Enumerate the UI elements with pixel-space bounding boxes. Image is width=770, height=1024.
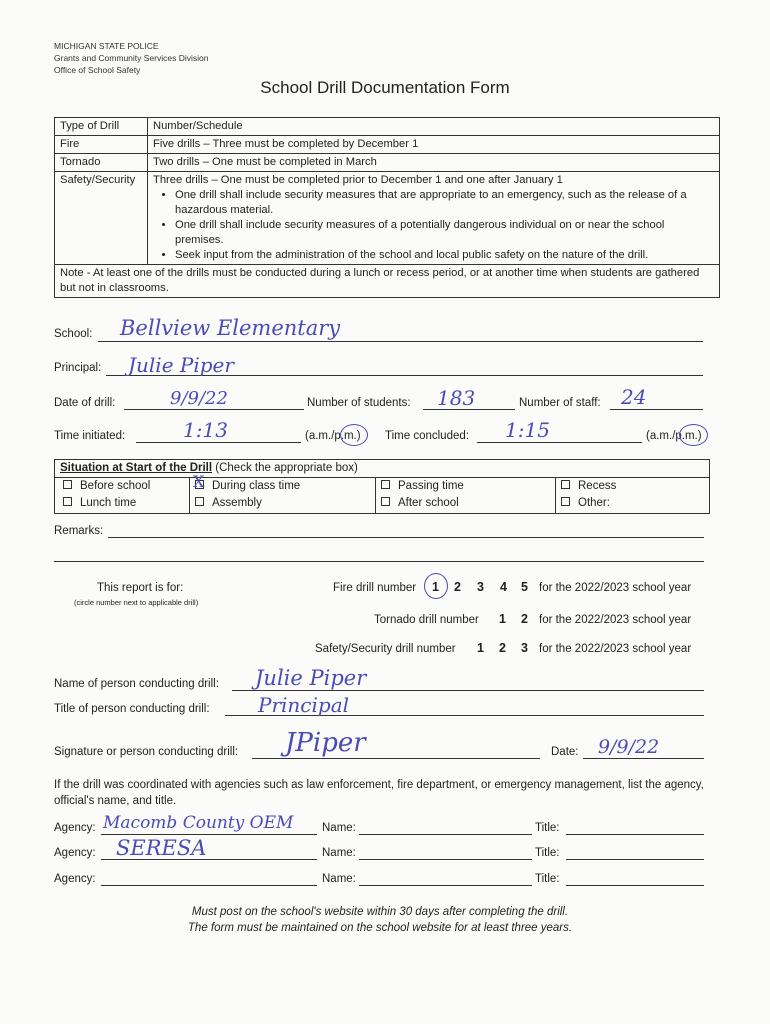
conductor-title-field[interactable]: Principal [258, 693, 350, 717]
option-label: Recess [578, 480, 617, 492]
checkbox[interactable] [561, 480, 570, 489]
safety-drill-label: Safety/Security drill number [315, 643, 456, 655]
agency-name-line[interactable] [359, 834, 532, 835]
situation-heading-wrap [60, 462, 358, 474]
header-line3: Office of School Safety [54, 65, 141, 75]
sig-date-line [583, 758, 704, 759]
header-line2: Grants and Community Services Division [54, 53, 209, 63]
table-note: Note - At least one of the drills must be conducted during a lunch or recess period, or at another time when students are gathered but not in classrooms. [55, 265, 720, 298]
students-field[interactable]: 183 [437, 386, 476, 410]
signature-label: Signature or person conducting drill: [54, 746, 239, 758]
col-schedule-header: Number/Schedule [148, 118, 720, 136]
bullet-item: • One drill shall include security measures of a potentially dangerous individual on or near the school premises. [175, 218, 714, 248]
agency-name-label: Name: [322, 847, 356, 859]
staff-label: Number of staff: [519, 397, 601, 409]
conductor-name-label: Name of person conducting drill: [54, 678, 219, 690]
option-during-class[interactable] [193, 472, 301, 492]
fire-number-3[interactable]: 3 [477, 580, 484, 594]
option-label: Other: [578, 497, 610, 509]
checkbox[interactable] [381, 480, 390, 489]
situation-heading: Situation at Start of the Drill [60, 462, 213, 474]
fire-year-text: for the 2022/2023 school year [539, 582, 692, 594]
safety-year-text: for the 2022/2023 school year [539, 643, 692, 655]
checkbox[interactable] [381, 497, 390, 506]
remarks-label: Remarks: [54, 525, 104, 537]
sig-date-label: Date: [551, 746, 579, 758]
principal-label: Principal: [54, 362, 102, 374]
signature-line [252, 758, 540, 759]
agency-line[interactable] [101, 885, 317, 886]
conductor-name-line [232, 690, 704, 691]
date-field[interactable]: 9/9/22 [170, 388, 228, 409]
time-initiated-line [136, 442, 301, 443]
fire-number-2[interactable]: 2 [454, 580, 461, 594]
remarks-line-2[interactable] [54, 561, 704, 562]
agency-title-line[interactable] [566, 885, 704, 886]
agency-title-line[interactable] [566, 834, 704, 835]
checkbox[interactable] [63, 480, 72, 489]
row-schedule: Two drills – One must be completed in March [148, 154, 720, 172]
option-lunch-time[interactable] [63, 497, 136, 509]
agency-name-label: Name: [322, 822, 356, 834]
footer-line2: The form must be maintained on the school website for at least three years. [187, 922, 573, 934]
tornado-year-text: for the 2022/2023 school year [539, 614, 692, 626]
agency-title-label: Title: [535, 847, 560, 859]
option-before-school[interactable] [63, 480, 150, 492]
divider [55, 477, 709, 478]
time-concluded-line [477, 442, 642, 443]
agency-title-label: Title: [535, 822, 560, 834]
check-mark: X [193, 472, 205, 492]
row-type: Safety/Security [55, 172, 148, 265]
school-line [98, 341, 703, 342]
time-initiated-field[interactable]: 1:13 [183, 418, 228, 442]
row-type: Fire [55, 136, 148, 154]
fire-drill-label: Fire drill number [333, 582, 417, 594]
date-label: Date of drill: [54, 397, 116, 409]
table-row [55, 136, 720, 154]
option-label: Before school [80, 480, 151, 492]
safety-bullets [153, 188, 714, 263]
agency-field-1[interactable]: Macomb County OEM [103, 813, 294, 833]
row-type: Tornado [55, 154, 148, 172]
option-after-school[interactable] [381, 497, 459, 509]
option-label: Passing time [398, 480, 464, 492]
row-schedule: Five drills – Three must be completed by December 1 [148, 136, 720, 154]
checkbox[interactable] [63, 497, 72, 506]
safety-number-3[interactable]: 3 [521, 641, 528, 655]
time-concluded-field[interactable]: 1:15 [505, 418, 550, 442]
principal-field[interactable]: Julie Piper [128, 353, 234, 377]
option-label: Lunch time [80, 497, 137, 509]
ampm-label-1: (a.m./p.m.) [305, 430, 361, 442]
agency-label: Agency: [54, 822, 96, 834]
students-label: Number of students: [307, 397, 411, 409]
option-assembly[interactable] [195, 497, 262, 509]
divider [189, 477, 190, 513]
situation-box [54, 459, 710, 514]
agency-title-label: Title: [535, 873, 560, 885]
safety-schedule: Three drills – One must be completed prior to December 1 and one after January 1 [153, 174, 563, 186]
col-type-header: Type of Drill [55, 118, 148, 136]
row-schedule [148, 172, 720, 265]
checkbox[interactable] [561, 497, 570, 506]
staff-line [610, 409, 703, 410]
agency-field-2[interactable]: SERESA [116, 836, 207, 860]
tornado-number-2[interactable]: 2 [521, 612, 528, 626]
fire-number-circle [424, 573, 448, 599]
agency-name-line[interactable] [359, 859, 532, 860]
report-label: This report is for: [97, 582, 184, 594]
safety-number-2[interactable]: 2 [499, 641, 506, 655]
tornado-drill-label: Tornado drill number [374, 614, 479, 626]
checkbox-checked[interactable] [193, 472, 205, 492]
divider [375, 477, 376, 513]
table-note-row [55, 265, 720, 298]
school-field[interactable]: Bellview Elementary [120, 316, 341, 340]
fire-number-5[interactable]: 5 [521, 580, 528, 594]
option-label: Assembly [212, 497, 262, 509]
agency-label: Agency: [54, 847, 96, 859]
checkbox[interactable] [195, 497, 204, 506]
option-passing-time[interactable] [381, 480, 464, 492]
signature-field[interactable]: JPiper [285, 728, 366, 758]
header-line1: MICHIGAN STATE POLICE [54, 41, 159, 51]
agency-intro: If the drill was coordinated with agencies such as law enforcement, fire department, or emergency management, list the agency, official's name, and title. [54, 779, 704, 807]
safety-number-1[interactable]: 1 [477, 641, 484, 655]
conductor-title-label: Title of person conducting drill: [54, 703, 210, 715]
agency-title-line[interactable] [566, 859, 704, 860]
table-row [55, 172, 720, 265]
school-label: School: [54, 328, 93, 340]
situation-hint: (Check the appropriate box) [215, 462, 358, 474]
table-header-row [55, 118, 720, 136]
agency-name-label: Name: [322, 873, 356, 885]
drill-schedule-table [54, 117, 720, 298]
fire-number-1[interactable]: 1 [432, 580, 439, 594]
sig-date-field[interactable]: 9/9/22 [598, 736, 660, 758]
bullet-item: • Seek input from the administration of the school and local public safety on the nature of the drill. [175, 248, 714, 263]
agency-name-line[interactable] [359, 885, 532, 886]
bullet-item: • One drill shall include security measures that are appropriate to an emergency, such as the release of a hazardous material. [175, 188, 714, 218]
option-label: After school [398, 497, 459, 509]
option-other[interactable] [561, 497, 610, 509]
report-hint: (circle number next to applicable drill) [74, 598, 199, 607]
footer-line1: Must post on the school's website within 30 days after completing the drill. [191, 906, 569, 918]
time-concluded-label: Time concluded: [385, 430, 469, 442]
pm-circle-mark [340, 424, 368, 446]
divider [555, 477, 556, 513]
agency-label: Agency: [54, 873, 96, 885]
ampm-label-2: (a.m./p.m.) [646, 430, 702, 442]
agency-header [54, 40, 208, 76]
remarks-line-1[interactable] [108, 537, 704, 538]
table-row [55, 154, 720, 172]
footer-notice [0, 904, 760, 936]
date-line [124, 409, 304, 410]
form-title: School Drill Documentation Form [260, 78, 510, 97]
tornado-number-1[interactable]: 1 [499, 612, 506, 626]
fire-number-4[interactable]: 4 [500, 580, 507, 594]
option-label: During class time [212, 480, 301, 492]
option-recess[interactable] [561, 480, 616, 492]
staff-field[interactable]: 24 [621, 385, 647, 409]
conductor-name-field[interactable]: Julie Piper [255, 666, 367, 690]
time-initiated-label: Time initiated: [54, 430, 126, 442]
agency-line [101, 834, 317, 835]
pm-circle-mark [679, 424, 708, 446]
